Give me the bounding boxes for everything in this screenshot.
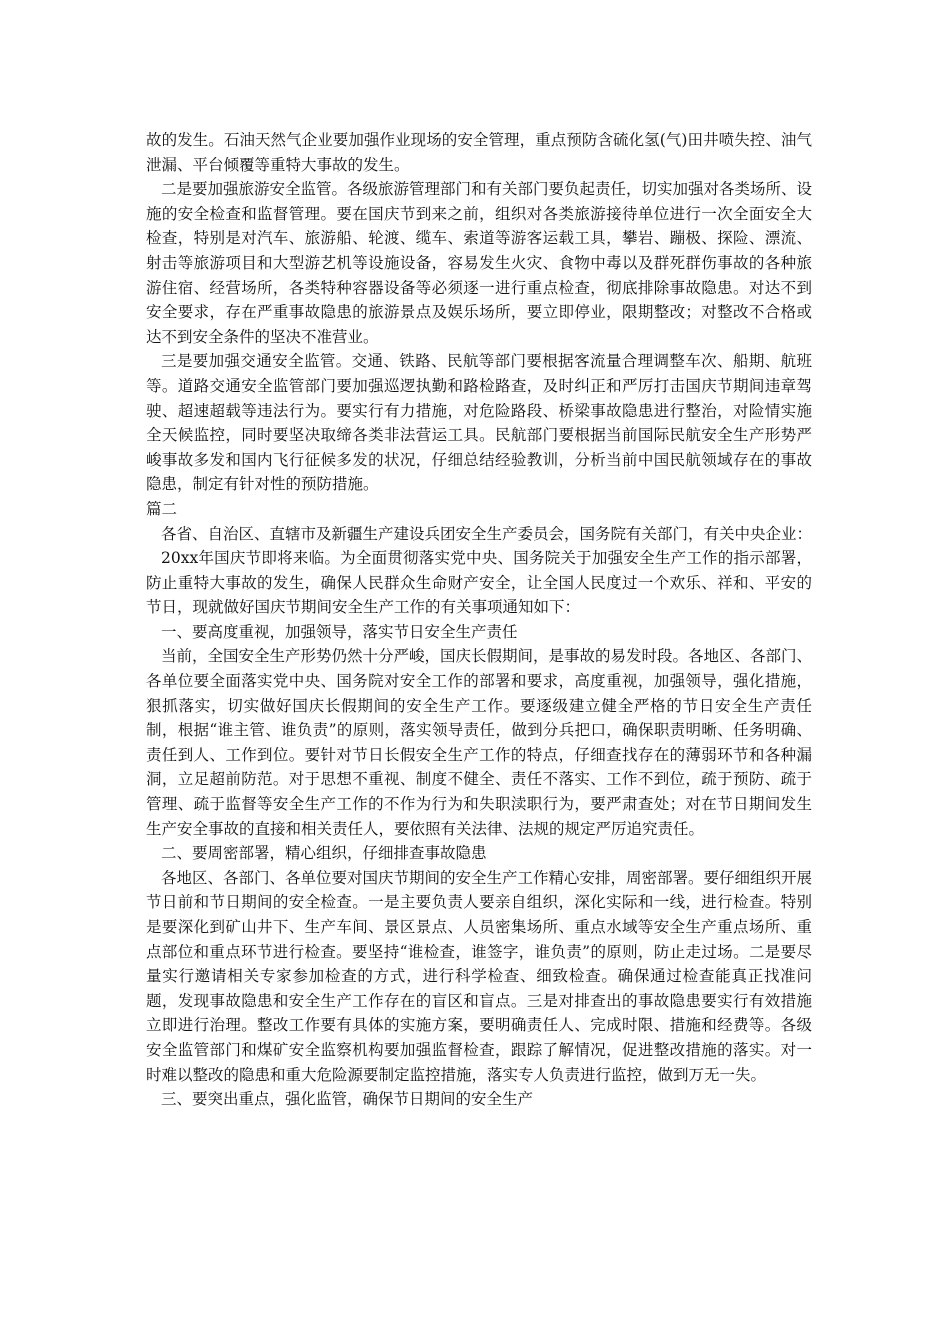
paragraph-2: 二是要加强旅游安全监管。各级旅游管理部门和有关部门要负起责任，切实加强对各类场所、设施的安全检查和监督管理。要在国庆节到来之前，组织对各类旅游接待单位进行一次全面安全大检查，特别是对汽车、旅游船、轮渡、缆车、索道等游客运载工具，攀岩、蹦极、探险、漂流、射击等旅游项目和大型游艺机等设施设备，容易发生火灾、食物中毒以及群死群伤事故的各种旅游住宿、经营场所，各类特种容器设备等必须逐一进行重点检查，彻底排除事故隐患。对达不到安全要求，存在严重事故隐患的旅游景点及娱乐场所，要立即停业，限期整改；对整改不合格或达不到安全条件的坚决不准营业。 (146, 180, 813, 346)
item-heading-2: 二、要周密部署，精心组织，仔细排查事故隐患 (161, 844, 487, 863)
section-heading-2: 篇二 (146, 499, 178, 518)
paragraph-addressee: 各省、自治区、直辖市及新疆生产建设兵团安全生产委员会，国务院有关部门，有关中央企业： (161, 524, 813, 543)
paragraph-item-2: 各地区、各部门、各单位要对国庆节期间的安全生产工作精心安排，周密部署。要仔细组织开展节日前和节日期间的安全检查。一是主要负责人要亲自组织，深化实际和一线，进行检查。特别是要深化到矿山井下、生产车间、景区景点、人员密集场所、重点水域等安全生产重点场所、重点部位和重点环节进行检查。要坚持“谁检查，谁签字，谁负责”的原则，防止走过场。二是要尽量实行邀请相关专家参加检查的方式，进行科学检查、细致检查。确保通过检查能真正找准问题，发现事故隐患和安全生产工作存在的盲区和盲点。三是对排查出的事故隐患要实行有效措施立即进行治理。整改工作要有具体的实施方案，要明确责任人、完成时限、措施和经费等。各级安全监管部门和煤矿安全监察机构要加强监督检查，跟踪了解情况，促进整改措施的落实。对一时难以整改的隐患和重大危险源要制定监控措施，落实专人负责进行监控，做到万无一失。 (146, 868, 813, 1084)
item-heading-1: 一、要高度重视，加强领导，落实节日安全生产责任 (161, 622, 518, 641)
paragraph-1: 故的发生。石油天然气企业要加强作业现场的安全管理，重点预防含硫化氢(气)田井喷失控、油气泄漏、平台倾覆等重特大事故的发生。 (146, 131, 812, 174)
paragraph-3: 三是要加强交通安全监管。交通、铁路、民航等部门要根据客流量合理调整车次、船期、航班等。道路交通安全监管部门要加强巡逻执勤和路检路查，及时纠正和严厉打击国庆节期间违章驾驶、超速超载等违法行为。要实行有力措施，对危险路段、桥梁事故隐患进行整治，对险情实施全天候监控，同时要坚决取缔各类非法营运工具。民航部门要根据当前国际民航安全生产形势严峻事故多发和国内飞行征候多发的状况，仔细总结经验教训，分析当前中国民航领域存在的事故隐患，制定有针对性的预防措施。 (146, 352, 812, 494)
document-body (146, 128, 812, 1112)
item-heading-3: 三、要突出重点，强化监管，确保节日期间的安全生产 (161, 1090, 534, 1109)
paragraph-intro: 20xx年国庆节即将来临。为全面贯彻落实党中央、国务院关于加强安全生产工作的指示部署，防止重特大事故的发生，确保人民群众生命财产安全，让全国人民度过一个欢乐、祥和、平安的节日，现就做好国庆节期间安全生产工作的有关事项通知如下： (146, 549, 812, 617)
paragraph-item-1: 当前，全国安全生产形势仍然十分严峻，国庆长假期间，是事故的易发时段。各地区、各部门、各单位要全面落实党中央、国务院对安全工作的部署和要求，高度重视，加强领导，强化措施，狠抓落实，切实做好国庆长假期间的安全生产工作。要逐级建立健全严格的节日安全生产责任制，根据“谁主管、谁负责”的原则，落实领导责任，做到分兵把口，确保职责明晰、任务明确、责任到人、工作到位。要针对节日长假安全生产工作的特点，仔细查找存在的薄弱环节和各种漏洞，立足超前防范。对于思想不重视、制度不健全、责任不落实、工作不到位，疏于预防、疏于管理、疏于监督等安全生产工作的不作为行为和失职渎职行为，要严肃查处；对在节日期间发生生产安全事故的直接和相关责任人，要依照有关法律、法规的规定严厉追究责任。 (146, 647, 813, 838)
